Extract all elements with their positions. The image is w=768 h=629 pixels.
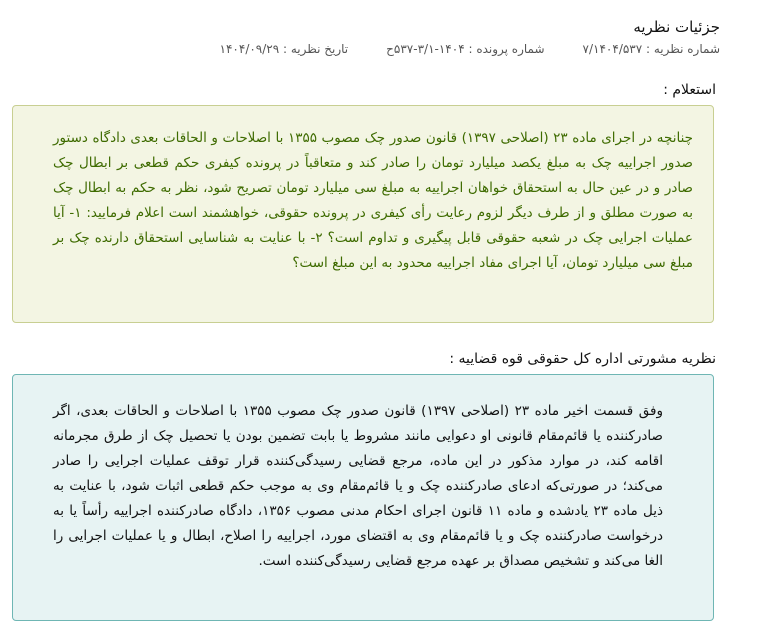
advisory-opinion-text-box: وفق قسمت اخیر ماده ۲۳ (اصلاحی ۱۳۹۷) قانون صدور چک مصوب ۱۳۵۵ با اصلاحات و الحاقات بعدی، اگر صادرکننده یا قائم‌مقام قانونی او دعوایی مانند مشروط یا بابت تضمین بودن یا تحصیل چک از طرق مجرمانه اقامه کند، در موارد مذکور در این ماده، مرجع قضایی رسیدگی‌کننده قرار توقف عملیات اجرایی را صادر می‌کند؛ در صورتی‌که ادعای صادرکننده چک و یا قائم‌مقام وی به موجب حکم قطعی اثبات شود، با عنایت به ذیل ماده ۲۳ یادشده و ماده ۱۱ قانون اجرای احکام مدنی مصوب ۱۳۵۶، دادگاه صادرکننده اجراییه رأساً یا به درخواست صادرکننده چک و یا قائم‌مقام وی به اقتضای مورد، اجراییه را اصلاح، ابطال و یا عملیات اجرایی را الغا می‌کند و تشخیص مصداق بر عهده مرجع قضایی رسیدگی‌کننده است.: [12, 374, 714, 621]
opinion-date: تاریخ نظریه : ۱۴۰۴/۰۹/۲۹: [219, 42, 349, 56]
opinion-number: شماره نظریه : ۷/۱۴۰۴/۵۳۷: [582, 42, 720, 56]
file-number: شماره پرونده : ۱۴۰۴-۳/۱-۵۳۷ح: [386, 42, 545, 56]
inquiry-text-box: چنانچه در اجرای ماده ۲۳ (اصلاحی ۱۳۹۷) قانون صدور چک مصوب ۱۳۵۵ با اصلاحات و الحاقات بعدی دادگاه دستور صدور اجراییه چک به مبلغ یکصد میلیارد تومان را صادر کند و متعاقباً در پرونده کیفری حکم قطعی بر ابطال چک صادر و در عین حال به استحقاق خواهان اجراییه به مبلغ سی میلیارد تومان تصریح شود، نظر به حکم به ابطال چک به صورت مطلق و از طرف دیگر لزوم رعایت رأی کیفری در پرونده حقوقی، خواهشمند است اعلام فرمایید: ۱- آیا عملیات اجرایی چک در شعبه حقوقی قابل پیگیری و تداوم است؟ ۲- با عنایت به شناسایی استحقاق دارنده چک بر مبلغ سی میلیارد تومان، آیا اجرای مفاد اجراییه محدود به این مبلغ است؟: [12, 105, 714, 323]
page-title: جزئیات نظریه: [633, 18, 720, 36]
opinion-meta: [220, 42, 720, 56]
advisory-opinion-label: نظریه مشورتی اداره کل حقوقی قوه قضاییه :: [449, 351, 716, 367]
inquiry-label: استعلام :: [663, 82, 716, 98]
